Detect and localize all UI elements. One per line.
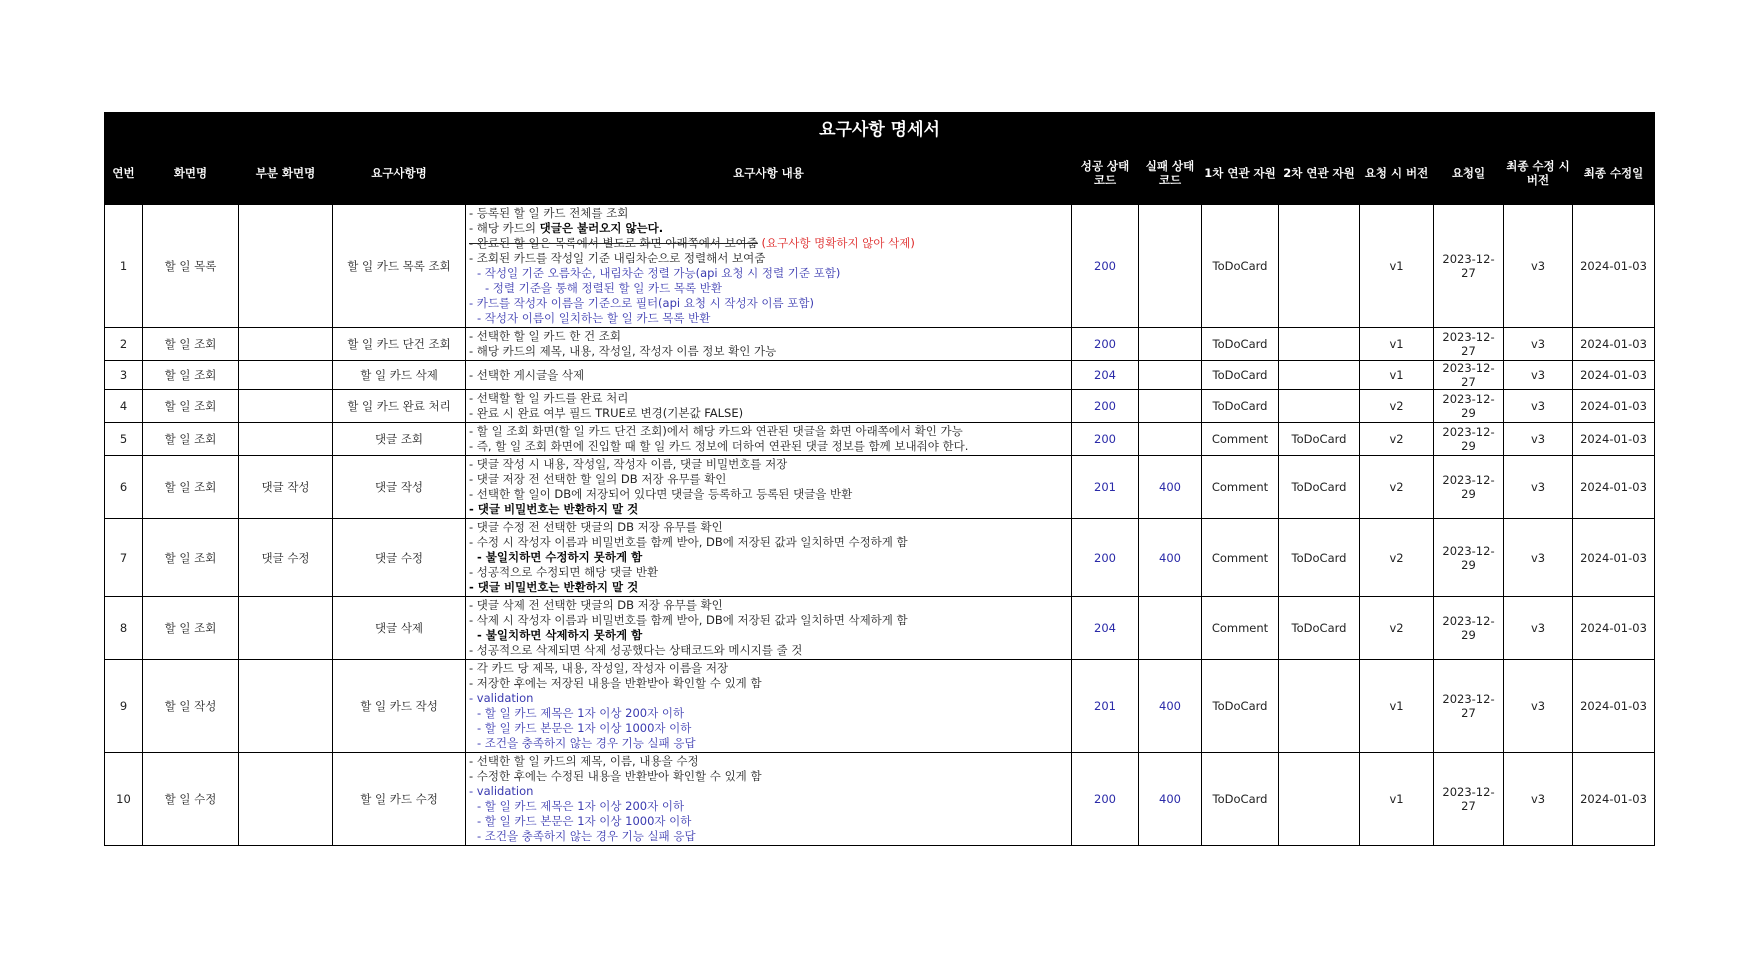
content-line xyxy=(469,344,1068,359)
cell-final-date: 2024-01-03 xyxy=(1573,205,1655,328)
col-header-screen: 화면명 xyxy=(143,142,239,205)
cell-request-version: v1 xyxy=(1360,753,1434,846)
content-text: - 할 일 카드 제목은 1자 이상 200자 이하 xyxy=(477,706,685,720)
cell-screen: 할 일 조회 xyxy=(143,390,239,423)
content-line xyxy=(469,251,1068,266)
cell-requirement-name: 할 일 카드 목록 조회 xyxy=(333,205,466,328)
content-line xyxy=(469,221,1068,236)
content-line xyxy=(469,424,1068,439)
content-text: - 댓글 저장 전 선택한 할 일의 DB 저장 유무를 확인 xyxy=(469,472,727,486)
cell-requirement-content xyxy=(466,660,1072,753)
cell-screen: 할 일 조회 xyxy=(143,328,239,361)
content-text: - 삭제 시 작성자 이름과 비밀번호를 함께 받아, DB에 저장된 값과 일치하면 삭제하게 함 xyxy=(469,613,908,627)
cell-fail-code: 400 xyxy=(1139,456,1202,519)
cell-requirement-name: 댓글 수정 xyxy=(333,519,466,597)
cell-primary-resource: Comment xyxy=(1202,519,1279,597)
cell-fail-code: 400 xyxy=(1139,519,1202,597)
content-text: - 등록된 할 일 카드 전체를 조회 xyxy=(469,206,629,220)
content-line xyxy=(469,799,1068,814)
cell-no: 7 xyxy=(105,519,143,597)
cell-final-date: 2024-01-03 xyxy=(1573,423,1655,456)
content-text: - 해당 카드의 제목, 내용, 작성일, 작성자 이름 정보 확인 가능 xyxy=(469,344,777,358)
cell-request-date: 2023-12-29 xyxy=(1434,390,1504,423)
cell-sub-screen: 댓글 작성 xyxy=(239,456,333,519)
content-line xyxy=(469,550,1068,565)
content-text: 댓글은 불러오지 않는다. xyxy=(539,221,664,235)
cell-requirement-name: 할 일 카드 수정 xyxy=(333,753,466,846)
col-header-final-version: 최종 수정 시 버전 xyxy=(1504,142,1573,205)
cell-screen: 할 일 수정 xyxy=(143,753,239,846)
col-header-success-code: 성공 상태 코드 xyxy=(1072,142,1139,205)
cell-request-date: 2023-12-27 xyxy=(1434,361,1504,390)
cell-request-date: 2023-12-27 xyxy=(1434,205,1504,328)
cell-screen: 할 일 조회 xyxy=(143,597,239,660)
content-line xyxy=(469,487,1068,502)
cell-secondary-resource: ToDoCard xyxy=(1279,423,1360,456)
cell-requirement-content xyxy=(466,390,1072,423)
cell-request-version: v2 xyxy=(1360,390,1434,423)
content-text: - 해당 카드의 xyxy=(469,221,540,235)
cell-requirement-content xyxy=(466,361,1072,390)
cell-screen: 할 일 조회 xyxy=(143,519,239,597)
cell-final-version: v3 xyxy=(1504,660,1573,753)
table-row xyxy=(105,328,1655,361)
cell-final-date: 2024-01-03 xyxy=(1573,753,1655,846)
content-text: - 성공적으로 삭제되면 삭제 성공했다는 상태코드와 메시지를 줄 것 xyxy=(469,643,803,657)
cell-request-version: v1 xyxy=(1360,660,1434,753)
cell-final-version: v3 xyxy=(1504,390,1573,423)
content-text: - 댓글 작성 시 내용, 작성일, 작성자 이름, 댓글 비밀번호를 저장 xyxy=(469,457,788,471)
content-line xyxy=(469,457,1068,472)
content-text: - 작성자 이름이 일치하는 할 일 카드 목록 반환 xyxy=(477,311,711,325)
content-line xyxy=(469,676,1068,691)
content-text: - validation xyxy=(469,784,534,798)
col-header-sub-screen: 부분 화면명 xyxy=(239,142,333,205)
cell-final-version: v3 xyxy=(1504,456,1573,519)
cell-success-code: 204 xyxy=(1072,361,1139,390)
cell-primary-resource: Comment xyxy=(1202,456,1279,519)
cell-request-date: 2023-12-27 xyxy=(1434,753,1504,846)
content-line xyxy=(469,784,1068,799)
content-line xyxy=(469,281,1068,296)
content-text: - 선택한 할 일이 DB에 저장되어 있다면 댓글을 등록하고 등록된 댓글을 반환 xyxy=(469,487,853,501)
cell-success-code: 200 xyxy=(1072,519,1139,597)
cell-sub-screen: 댓글 수정 xyxy=(239,519,333,597)
cell-success-code: 201 xyxy=(1072,456,1139,519)
content-line xyxy=(469,721,1068,736)
col-header-primary-resource: 1차 연관 자원 xyxy=(1202,142,1279,205)
content-text: - 불일치하면 삭제하지 못하게 함 xyxy=(477,628,643,642)
content-line xyxy=(469,520,1068,535)
cell-primary-resource: Comment xyxy=(1202,597,1279,660)
cell-success-code: 200 xyxy=(1072,423,1139,456)
cell-requirement-content xyxy=(466,456,1072,519)
content-line xyxy=(469,391,1068,406)
col-header-requirement-content: 요구사항 내용 xyxy=(466,142,1072,205)
content-text: - 작성일 기준 오름차순, 내림차순 정렬 가능(api 요청 시 정렬 기준 포함) xyxy=(477,266,841,280)
cell-secondary-resource: ToDoCard xyxy=(1279,519,1360,597)
cell-fail-code xyxy=(1139,328,1202,361)
content-text: - 카드를 작성자 이름을 기준으로 필터(api 요청 시 작성자 이름 포함) xyxy=(469,296,814,310)
content-line xyxy=(469,736,1068,751)
content-line xyxy=(469,439,1068,454)
cell-fail-code xyxy=(1139,423,1202,456)
cell-request-version: v2 xyxy=(1360,456,1434,519)
cell-final-version: v3 xyxy=(1504,423,1573,456)
cell-no: 10 xyxy=(105,753,143,846)
cell-request-version: v1 xyxy=(1360,361,1434,390)
content-line xyxy=(469,368,1068,383)
cell-fail-code: 400 xyxy=(1139,660,1202,753)
col-header-requirement-name: 요구사항명 xyxy=(333,142,466,205)
cell-secondary-resource: ToDoCard xyxy=(1279,456,1360,519)
cell-fail-code xyxy=(1139,205,1202,328)
content-text: - 댓글 비밀번호는 반환하지 말 것 xyxy=(469,502,639,516)
cell-no: 3 xyxy=(105,361,143,390)
cell-screen: 할 일 조회 xyxy=(143,361,239,390)
table-row xyxy=(105,390,1655,423)
cell-request-version: v2 xyxy=(1360,519,1434,597)
content-line xyxy=(469,236,1068,251)
content-line xyxy=(469,769,1068,784)
content-line xyxy=(469,472,1068,487)
cell-no: 1 xyxy=(105,205,143,328)
content-text: - 불일치하면 수정하지 못하게 함 xyxy=(477,550,643,564)
content-text: - 선택한 할 일 카드의 제목, 이름, 내용을 수정 xyxy=(469,754,699,768)
cell-secondary-resource: ToDoCard xyxy=(1279,597,1360,660)
col-header-secondary-resource: 2차 연관 자원 xyxy=(1279,142,1360,205)
cell-requirement-name: 댓글 조회 xyxy=(333,423,466,456)
table-row xyxy=(105,361,1655,390)
content-text: - 할 일 카드 본문은 1자 이상 1000자 이하 xyxy=(477,814,692,828)
content-line xyxy=(469,754,1068,769)
content-text: - 댓글 비밀번호는 반환하지 말 것 xyxy=(469,580,639,594)
cell-screen: 할 일 조회 xyxy=(143,423,239,456)
cell-request-version: v2 xyxy=(1360,423,1434,456)
content-text: - 수정 시 작성자 이름과 비밀번호를 함께 받아, DB에 저장된 값과 일치하면 수정하게 함 xyxy=(469,535,908,549)
cell-secondary-resource xyxy=(1279,205,1360,328)
content-text: - 완료된 할 일은 목록에서 별도로 화면 아래쪽에서 보여줌 xyxy=(469,236,758,250)
cell-no: 8 xyxy=(105,597,143,660)
content-line xyxy=(469,565,1068,580)
col-header-request-date: 요청일 xyxy=(1434,142,1504,205)
cell-final-date: 2024-01-03 xyxy=(1573,390,1655,423)
content-text: - 정렬 기준을 통해 정렬된 할 일 카드 목록 반환 xyxy=(485,281,723,295)
content-line xyxy=(469,406,1068,421)
cell-sub-screen xyxy=(239,753,333,846)
sheet-title: 요구사항 명세서 xyxy=(105,113,1655,142)
cell-primary-resource: ToDoCard xyxy=(1202,660,1279,753)
cell-final-date: 2024-01-03 xyxy=(1573,660,1655,753)
content-text: - 성공적으로 수정되면 해당 댓글 반환 xyxy=(469,565,659,579)
cell-secondary-resource xyxy=(1279,753,1360,846)
cell-request-version: v1 xyxy=(1360,328,1434,361)
content-text: - 즉, 할 일 조회 화면에 진입할 때 할 일 카드 정보에 더하여 연관된 댓글 정보를 함께 보내줘야 한다. xyxy=(469,439,969,453)
cell-final-version: v3 xyxy=(1504,328,1573,361)
cell-no: 9 xyxy=(105,660,143,753)
cell-success-code: 200 xyxy=(1072,753,1139,846)
table-row xyxy=(105,423,1655,456)
cell-no: 4 xyxy=(105,390,143,423)
cell-request-date: 2023-12-29 xyxy=(1434,456,1504,519)
content-line xyxy=(469,311,1068,326)
cell-requirement-name: 댓글 삭제 xyxy=(333,597,466,660)
col-header-fail-code: 실패 상태 코드 xyxy=(1139,142,1202,205)
cell-sub-screen xyxy=(239,205,333,328)
cell-final-date: 2024-01-03 xyxy=(1573,519,1655,597)
cell-request-date: 2023-12-29 xyxy=(1434,423,1504,456)
cell-fail-code xyxy=(1139,597,1202,660)
content-line xyxy=(469,580,1068,595)
cell-screen: 할 일 조회 xyxy=(143,456,239,519)
content-line xyxy=(469,691,1068,706)
header-row xyxy=(105,142,1655,205)
cell-requirement-content xyxy=(466,423,1072,456)
cell-sub-screen xyxy=(239,660,333,753)
content-line xyxy=(469,296,1068,311)
content-line xyxy=(469,266,1068,281)
cell-screen: 할 일 작성 xyxy=(143,660,239,753)
content-text: - 선택할 할 일 카드를 완료 처리 xyxy=(469,391,629,405)
content-line xyxy=(469,628,1068,643)
cell-requirement-name: 할 일 카드 단건 조회 xyxy=(333,328,466,361)
table-row xyxy=(105,753,1655,846)
cell-final-version: v3 xyxy=(1504,205,1573,328)
content-text: - 각 카드 당 제목, 내용, 작성일, 작성자 이름을 저장 xyxy=(469,661,729,675)
cell-success-code: 200 xyxy=(1072,390,1139,423)
cell-final-version: v3 xyxy=(1504,753,1573,846)
cell-secondary-resource xyxy=(1279,361,1360,390)
cell-primary-resource: ToDoCard xyxy=(1202,328,1279,361)
content-text: - 댓글 수정 전 선택한 댓글의 DB 저장 유무를 확인 xyxy=(469,520,723,534)
cell-no: 2 xyxy=(105,328,143,361)
table-body xyxy=(105,205,1655,846)
table-row xyxy=(105,660,1655,753)
cell-fail-code xyxy=(1139,361,1202,390)
content-text: - 조건을 충족하지 않는 경우 기능 실패 응답 xyxy=(477,736,696,750)
cell-success-code: 201 xyxy=(1072,660,1139,753)
cell-screen: 할 일 목록 xyxy=(143,205,239,328)
content-line xyxy=(469,814,1068,829)
cell-requirement-content xyxy=(466,753,1072,846)
cell-request-version: v1 xyxy=(1360,205,1434,328)
cell-primary-resource: Comment xyxy=(1202,423,1279,456)
table-row xyxy=(105,597,1655,660)
cell-primary-resource: ToDoCard xyxy=(1202,361,1279,390)
content-text: - 저장한 후에는 저장된 내용을 반환받아 확인할 수 있게 함 xyxy=(469,676,762,690)
cell-request-date: 2023-12-29 xyxy=(1434,597,1504,660)
cell-fail-code xyxy=(1139,390,1202,423)
cell-primary-resource: ToDoCard xyxy=(1202,753,1279,846)
cell-final-date: 2024-01-03 xyxy=(1573,456,1655,519)
cell-requirement-name: 댓글 작성 xyxy=(333,456,466,519)
cell-success-code: 200 xyxy=(1072,205,1139,328)
cell-request-date: 2023-12-27 xyxy=(1434,328,1504,361)
cell-sub-screen xyxy=(239,597,333,660)
cell-final-date: 2024-01-03 xyxy=(1573,361,1655,390)
cell-request-version: v2 xyxy=(1360,597,1434,660)
cell-primary-resource: ToDoCard xyxy=(1202,205,1279,328)
col-header-final-date: 최종 수정일 xyxy=(1573,142,1655,205)
cell-primary-resource: ToDoCard xyxy=(1202,390,1279,423)
cell-no: 6 xyxy=(105,456,143,519)
table-row xyxy=(105,205,1655,328)
cell-final-version: v3 xyxy=(1504,361,1573,390)
cell-final-date: 2024-01-03 xyxy=(1573,328,1655,361)
content-text: - 할 일 조회 화면(할 일 카드 단건 조회)에서 해당 카드와 연관된 댓글을 화면 아래쪽에서 확인 가능 xyxy=(469,424,963,438)
content-text: - 할 일 카드 본문은 1자 이상 1000자 이하 xyxy=(477,721,692,735)
content-line xyxy=(469,643,1068,658)
cell-request-date: 2023-12-29 xyxy=(1434,519,1504,597)
cell-final-version: v3 xyxy=(1504,597,1573,660)
content-text: - 완료 시 완료 여부 필드 TRUE로 변경(기본값 FALSE) xyxy=(469,406,744,420)
content-text: - 수정한 후에는 수정된 내용을 반환받아 확인할 수 있게 함 xyxy=(469,769,762,783)
cell-requirement-content xyxy=(466,205,1072,328)
cell-secondary-resource xyxy=(1279,660,1360,753)
cell-no: 5 xyxy=(105,423,143,456)
cell-request-date: 2023-12-27 xyxy=(1434,660,1504,753)
content-line xyxy=(469,329,1068,344)
cell-success-code: 204 xyxy=(1072,597,1139,660)
cell-sub-screen xyxy=(239,328,333,361)
cell-success-code: 200 xyxy=(1072,328,1139,361)
cell-requirement-content xyxy=(466,597,1072,660)
cell-secondary-resource xyxy=(1279,390,1360,423)
col-header-request-version: 요청 시 버전 xyxy=(1360,142,1434,205)
cell-requirement-content xyxy=(466,519,1072,597)
cell-requirement-name: 할 일 카드 작성 xyxy=(333,660,466,753)
cell-fail-code: 400 xyxy=(1139,753,1202,846)
content-text: - 댓글 삭제 전 선택한 댓글의 DB 저장 유무를 확인 xyxy=(469,598,723,612)
cell-sub-screen xyxy=(239,361,333,390)
content-text: - 조건을 충족하지 않는 경우 기능 실패 응답 xyxy=(477,829,696,843)
content-text: - 선택한 할 일 카드 한 건 조회 xyxy=(469,329,621,343)
content-text: (요구사항 명확하지 않아 삭제) xyxy=(757,236,915,250)
table-row xyxy=(105,519,1655,597)
cell-requirement-content xyxy=(466,328,1072,361)
cell-secondary-resource xyxy=(1279,328,1360,361)
content-line xyxy=(469,829,1068,844)
content-text: - 조회된 카드를 작성일 기준 내림차순으로 정렬해서 보여줌 xyxy=(469,251,766,265)
col-header-no: 연번 xyxy=(105,142,143,205)
content-line xyxy=(469,206,1068,221)
content-line xyxy=(469,661,1068,676)
content-text: - 할 일 카드 제목은 1자 이상 200자 이하 xyxy=(477,799,685,813)
content-text: - validation xyxy=(469,691,534,705)
content-line xyxy=(469,535,1068,550)
content-line xyxy=(469,613,1068,628)
content-text: - 선택한 게시글을 삭제 xyxy=(469,367,585,382)
requirements-table xyxy=(104,112,1655,846)
content-line xyxy=(469,706,1068,721)
content-line xyxy=(469,502,1068,517)
cell-requirement-name: 할 일 카드 삭제 xyxy=(333,361,466,390)
content-line xyxy=(469,598,1068,613)
cell-sub-screen xyxy=(239,390,333,423)
cell-sub-screen xyxy=(239,423,333,456)
cell-requirement-name: 할 일 카드 완료 처리 xyxy=(333,390,466,423)
table-row xyxy=(105,456,1655,519)
cell-final-date: 2024-01-03 xyxy=(1573,597,1655,660)
cell-final-version: v3 xyxy=(1504,519,1573,597)
